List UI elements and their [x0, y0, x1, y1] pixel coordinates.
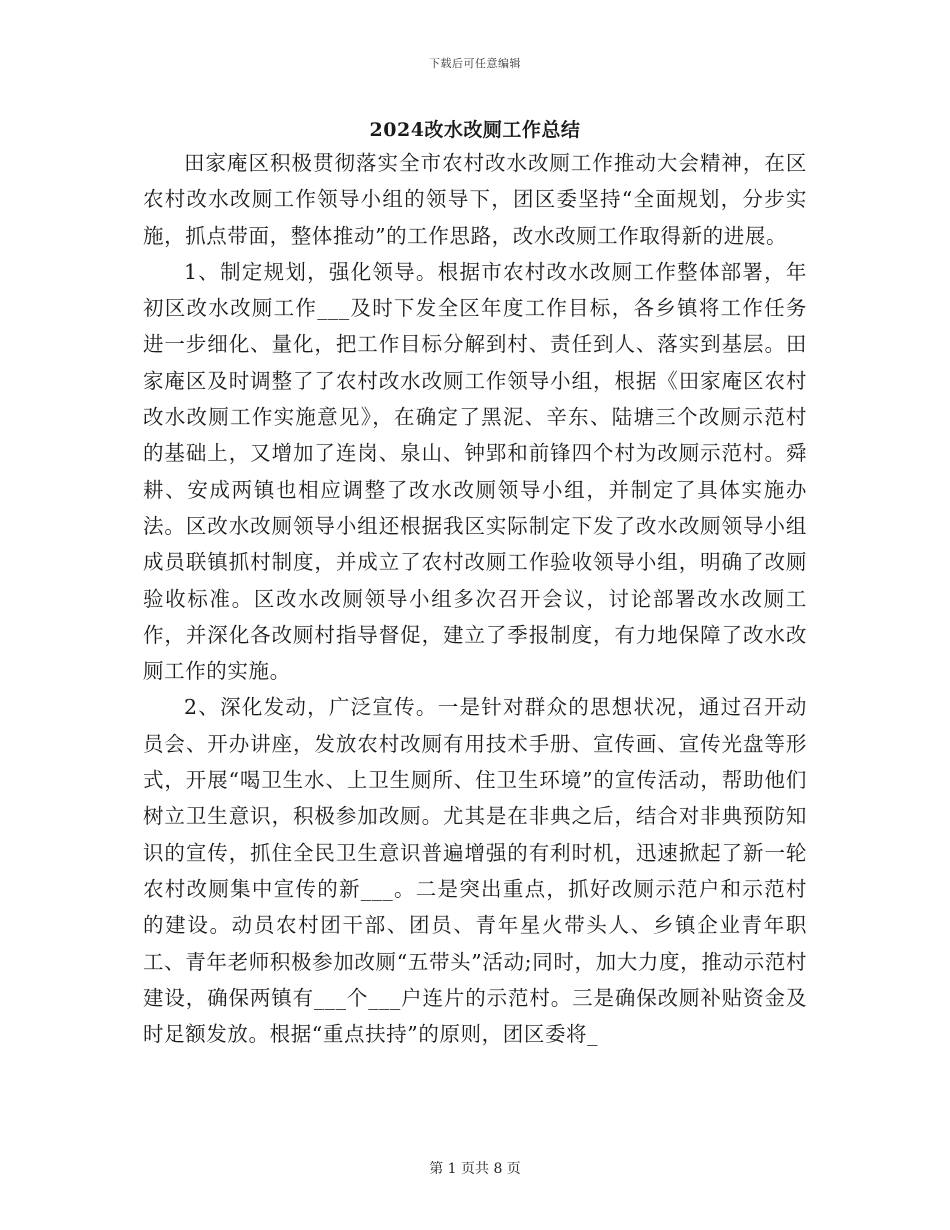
page-footer: 第 1 页共 8 页: [429, 1161, 521, 1177]
paragraph-intro: 田家庵区积极贯彻落实全市农村改水改厕工作推动大会精神，在区农村改水改厕工作领导小组的领导下，团区委坚持“全面规划，分步实施，抓点带面，整体推动”的工作思路，改水改厕工作取得新的进展。: [143, 151, 807, 248]
document-body: [143, 145, 807, 1052]
header-note: 下载后可任意编辑: [429, 57, 521, 70]
paragraph-section-2: 2、深化发动，广泛宣传。一是针对群众的思想状况，通过召开动员会、开办讲座，发放农村改厕有用技术手册、宣传画、宣传光盘等形式，开展“喝卫生水、上卫生厕所、住卫生环境”的宣传活动，帮助他们树立卫生意识，积极参加改厕。尤其是在非典之后，结合对非典预防知识的宣传，抓住全民卫生意识普遍增强的有利时机，迅速掀起了新一轮农村改厕集中宣传的新___。二是突出重点，抓好改厕示范户和示范村的建设。动员农村团干部、团员、青年星火带头人、乡镇企业青年职工、青年老师积极参加改厕“五带头”活动;同时，加大力度，推动示范村建设，确保两镇有___个___户连片的示范村。三是确保改厕补贴资金及时足额发放。根据“重点扶持”的原则，团区委将_: [143, 695, 807, 1047]
document-title: 2024改水改厕工作总结: [369, 119, 581, 141]
paragraph-section-1: 1、制定规划，强化领导。根据市农村改水改厕工作整体部署，年初区改水改厕工作___及时下发全区年度工作目标，各乡镇将工作任务进一步细化、量化，把工作目标分解到村、责任到人、落实到基层。田家庵区及时调整了了农村改水改厕工作领导小组，根据《田家庵区农村改水改厕工作实施意见》，在确定了黑泥、辛东、陆塘三个改厕示范村的基础上，又增加了连岗、泉山、钟郢和前锋四个村为改厕示范村。舜耕、安成两镇也相应调整了改水改厕领导小组，并制定了具体实施办法。区改水改厕领导小组还根据我区实际制定下发了改水改厕领导小组成员联镇抓村制度，并成立了农村改厕工作验收领导小组，明确了改厕验收标准。区改水改厕领导小组多次召开会议，讨论部署改水改厕工作，并深化各改厕村指导督促，建立了季报制度，有力地保障了改水改厕工作的实施。: [143, 259, 807, 684]
